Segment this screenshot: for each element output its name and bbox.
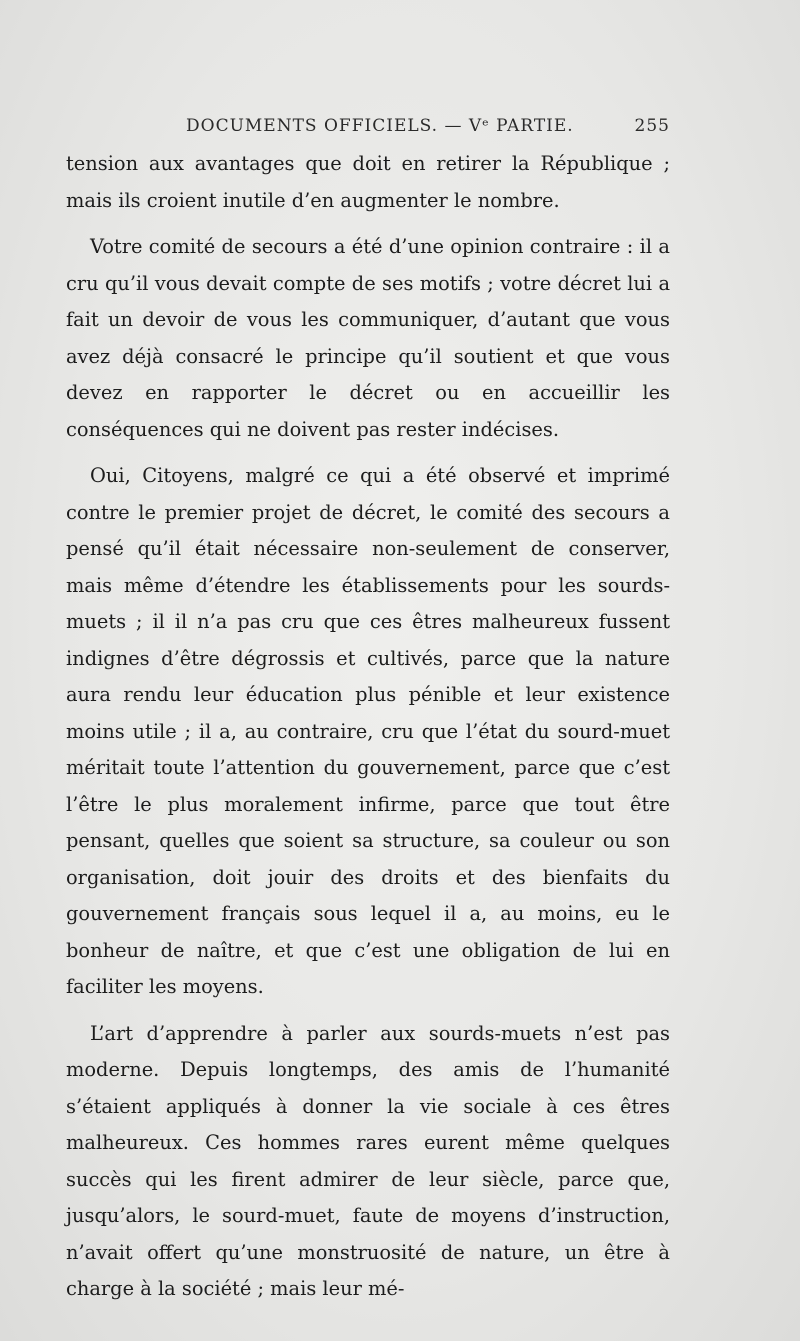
paragraph-1: tension aux avantages que doit en retirer la République ; mais ils croient inutile d’en augmenter le nombre. [66, 152, 670, 212]
page-header [66, 112, 670, 142]
running-head: DOCUMENTS OFFICIELS. — Vᵉ PARTIE. [186, 116, 574, 136]
paragraph-4: L’art d’apprendre à parler aux sourds-muets n’est pas moderne. Depuis longtemps, des amis de l’humanité s’étaient appliqués à donner la vie sociale à ces êtres malheureux. Ces hommes rares eurent même quelques succès qui les firent admirer de leur siècle, parce que, jusqu’alors, le sourd-muet, faute de moyens d’instruction, n’avait offert qu’une monstruosité de nature, un être à charge à la société ; mais leur mé- [66, 1021, 670, 1300]
paragraph-2: Votre comité de secours a été d’une opinion contraire : il a cru qu’il vous devait compte de ses motifs ; votre décret lui a fait un devoir de vous les communiquer, d’autant que vous avez déjà consacré le principe qu’il soutient et que vous devez en rapporter le décret ou en accueillir les conséquences qui ne doivent pas rester indécises. [66, 235, 670, 441]
page-number: 255 [634, 116, 670, 136]
paragraph-3: Oui, Citoyens, malgré ce qui a été observé et imprimé contre le premier projet de décret, le comité des secours a pensé qu’il était nécessaire non-seulement de conserver, mais même d’étendre les établissements pour les sourds-muets ; il il n’a pas cru que ces êtres malheureux fussent indignes d’être dégrossis et cultivés, parce que la nature aura rendu leur éducation plus pénible et leur existence moins utile ; il a, au contraire, cru que l’état du sourd-muet méritait toute l’attention du gouvernement, parce que c’est l’être le plus moralement infirme, parce que tout être pensant, quelles que soient sa structure, sa couleur ou son organisation, doit jouir des droits et des bienfaits du gouvernement français sous lequel il a, au moins, eu le bonheur de naître, et que c’est une obligation de lui en faciliter les moyens. [66, 464, 670, 998]
body-text [66, 146, 670, 1318]
